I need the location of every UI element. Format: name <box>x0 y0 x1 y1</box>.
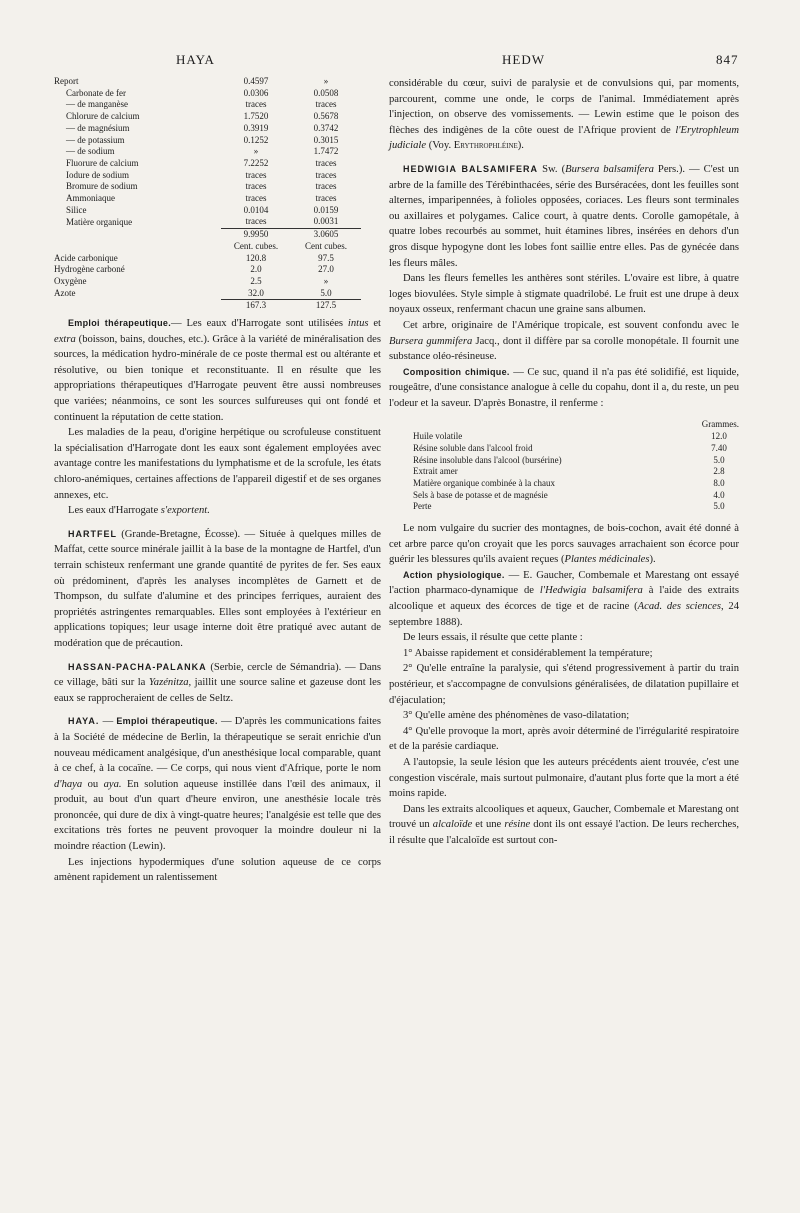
keyword: Action physiologique. <box>403 569 505 580</box>
table-row <box>54 264 361 276</box>
value-source-2: 0.5678 <box>313 111 339 122</box>
composition-table <box>413 419 739 513</box>
table-row <box>413 443 739 455</box>
row-label: Chlorure de calcium <box>66 111 140 122</box>
table-row <box>54 88 361 100</box>
table-row <box>54 276 361 288</box>
running-head-center: HEDW <box>502 52 545 67</box>
hassan-pacha-palanka-entry: HASSAN-PACHA-PALANKA (Serbie, cercle de Sémandria). — Dans ce village, bâti sur la Yazénitza, jaillit une source saline et gazeuse dont les eaux se rapprocheraient de celles de Seltz. <box>54 661 381 704</box>
table-row <box>54 99 361 111</box>
value-source-1: 0.0104 <box>243 204 269 215</box>
hedwigia-entry: HEDWIGIA BALSAMIFERA Sw. (Bursera balsamifera Pers.). — C'est un arbre de la famille des Térébinthacées, série des Burséracées, dont les feuilles sont alternes, imparipennées, à folioles opposées, coriaces. Les fleurs sont terminales ou axillaires et polygames. Calice court, à quatre dents. Corolle gamopétale, à quatre lobes recourbés au sommet, huit étamines libres, insérées en dehors d'un gros disque hypogyne dont les lobes font saillie entre elles. Pas de gynécée dans les fleurs mâles. <box>389 163 739 269</box>
table-row <box>54 253 361 265</box>
table-row <box>54 205 361 217</box>
table-row <box>54 135 361 147</box>
value-source-2: 3.0605 <box>291 229 361 241</box>
value-source-1: traces <box>245 169 267 180</box>
row-value: 12.0 <box>711 431 727 442</box>
table-row <box>413 431 739 443</box>
value-source-2: 127.5 <box>291 300 361 312</box>
entry-headword: HAYA. <box>68 716 100 727</box>
row-label: Iodure de sodium <box>66 169 129 180</box>
emploi-therapeutique-paragraph: Emploi thérapeutique.— Les eaux d'Harrogate sont utilisées intus et extra (boisson, bains, douches, etc.). Grâce à la variété de minéralisation des sources, la médication hydro-minérale de ce poste thermal est ou altérante et résolutive, ou bien tonique et reconstituante. Il en résulte que les appropriations thérapeutiques d'Harrogate peuvent être aussi nombreuses que variées; néanmoins, ce sont les sources sulfureuses qui ont fondé et continuent la réputation de cette station. <box>54 318 382 423</box>
table-row <box>54 241 361 253</box>
table-row <box>413 478 739 490</box>
composition-paragraph: Composition chimique. — Ce suc, quand il n'a pas été solidifié, est liquide, rougeâtre, d'une consistance analogue à celle du copahu, dont il a, du reste, un peu l'odeur et la saveur. D'après Bonastre, il renferme : <box>389 366 739 409</box>
value-source-2: traces <box>315 99 337 110</box>
right-column <box>389 76 739 849</box>
value-source-1: 9.9950 <box>221 229 291 241</box>
value-source-2: traces <box>315 193 337 204</box>
table-row <box>54 181 361 193</box>
keyword: Composition chimique. <box>403 366 510 377</box>
arbre-paragraph: Cet arbre, originaire de l'Amérique tropicale, est souvent confondu avec le Bursera gummifera Jacq., dont il diffère par sa corolle monopétale. Il fournit une substance oléo-résineuse. <box>389 319 739 363</box>
row-label <box>54 241 221 253</box>
value-source-1: traces <box>245 216 267 227</box>
value-source-1: » <box>253 146 259 157</box>
row-label: Matière organique combinée à la chaux <box>413 477 556 488</box>
value-source-1: 2.0 <box>250 264 262 275</box>
table-row <box>54 146 361 158</box>
row-label: Azote <box>54 287 76 298</box>
row-label: Résine insoluble dans l'alcool (bursérine) <box>413 454 562 465</box>
row-label: Acide carbonique <box>54 252 118 263</box>
table-row <box>54 300 361 312</box>
haya-entry: HAYA. — Emploi thérapeutique. — D'après les communications faites à la Société de médecine de Berlin, la thérapeutique se serait enrichie d'un nouveau médicament analgésique, d'un anesthésique local comparable, quant à ce chef, à la cocaïne. — Ce corps, qui nous vient d'Afrique, porte le nom d'haya ou aya. En solution aqueuse instillée dans l'œil des animaux, il produit, au bout d'un quart d'heure environ, une anesthésie locale très prononcée, qui dure de dix à vingt-quatre heures; l'analgésie est telle que des excitations très fortes ne peuvent provoquer la moindre douleur ni la moindre réaction (Lewin). <box>54 716 382 853</box>
row-label: Fluorure de calcium <box>66 157 139 168</box>
injections-paragraph: Les injections hypodermiques d'une solution aqueuse de ce corps amènent rapidement un ralentissement <box>54 856 381 884</box>
row-label: Matière organique <box>66 216 133 227</box>
value-source-1: Cent. cubes. <box>233 240 279 251</box>
value-source-2: 0.0159 <box>313 204 339 215</box>
row-label: Huile volatile <box>413 431 463 442</box>
table-row <box>54 288 361 300</box>
list-item: 2° Qu'elle entraîne la paralysie, qui s'étend progressivement à partir du train postérieur, et s'accompagne de convulsions généralisées, de dilatation pupillaire et d'éjaculation; <box>389 663 739 706</box>
page-number: 847 <box>716 52 739 67</box>
value-source-2: Cent cubes. <box>305 240 347 251</box>
value-source-1: 0.4597 <box>243 76 269 86</box>
row-label: — de manganèse <box>66 99 128 110</box>
row-label: Carbonate de fer <box>66 87 126 98</box>
table-row <box>54 229 361 241</box>
row-value: 2.8 <box>713 466 725 477</box>
value-source-1: 0.3919 <box>243 122 269 133</box>
row-label: Perte <box>413 501 432 512</box>
value-source-1: 2.5 <box>250 275 262 286</box>
value-source-1: traces <box>245 99 267 110</box>
table-row <box>54 216 361 228</box>
value-source-2: traces <box>315 169 337 180</box>
value-source-2: 5.0 <box>320 287 332 298</box>
value-source-1: traces <box>245 181 267 192</box>
table-header-row <box>413 419 739 431</box>
row-label: — de sodium <box>66 146 115 157</box>
autopsie-paragraph: A l'autopsie, la seule lésion que les auteurs précédents aient trouvée, c'est une congestion viscérale, mais surtout pulmonaire, d'autant plus forte que la mort a été moins rapide. <box>389 757 739 800</box>
table-row <box>413 455 739 467</box>
table-row <box>54 158 361 170</box>
value-source-1: 167.3 <box>221 300 291 312</box>
continuation-paragraph: considérable du cœur, suivi de paralysie et de convulsions qui, par moments, parcourent, comme une onde, le corps de l'animal. Immédiatement après l'injection, on observe des vomissements. — Lewin estime que le poison des flèches des indigènes de la côte ouest de l'Afrique provient de l'Erytrophleum judiciale (Voy. Erythrophléine). <box>389 78 739 152</box>
table-row <box>54 111 361 123</box>
value-source-1: 0.1252 <box>243 134 269 145</box>
nom-vulgaire-paragraph: Le nom vulgaire du sucrier des montagnes, de bois-cochon, avait été donné à cet arbre parce qu'on croyait que les porcs sauvages arrachaient son écorce pour guérir les blessures qu'ils avaient reçues (Plantes médicinales). <box>389 523 739 566</box>
row-label: Extrait amer <box>413 466 458 477</box>
row-label: Ammoniaque <box>66 193 115 204</box>
entry-headword: HARTFEL <box>68 528 117 539</box>
list-item: 3° Qu'elle amène des phénomènes de vaso-dilatation; <box>403 710 630 722</box>
row-label: — de potassium <box>66 134 125 145</box>
table-row <box>54 193 361 205</box>
exportent-paragraph: Les eaux d'Harrogate s'exportent. <box>68 505 210 517</box>
row-label: Bromure de sodium <box>66 181 138 192</box>
value-source-1: 32.0 <box>248 287 264 298</box>
row-value: 5.0 <box>713 501 725 512</box>
hartfel-entry: HARTFEL (Grande-Bretagne, Écosse). — Située à quelques milles de Maffat, cette source minérale jaillit à la base de la montagne de Hartfel, d'un terrain schisteux renfermant une grande quantité de pyrites de fer. Ses eaux où prédominent, d'après les analyses incomplètes de Garnett et de Thompson, du sulfate d'alumine et des principes ferriques, auraient des propriétés astringentes remarquables. Elles sont employées à l'extérieur en applications topiques; leur usage interne doit être pratiqué avec autant de modération que de précaution. <box>54 528 381 649</box>
value-source-2: 27.0 <box>318 264 334 275</box>
running-head-left: HAYA <box>176 52 215 67</box>
keyword: Emploi thérapeutique. <box>68 318 172 329</box>
row-label <box>54 300 221 312</box>
value-source-2: traces <box>315 157 337 168</box>
row-value: 5.0 <box>713 454 725 465</box>
left-column <box>54 76 381 886</box>
unit-label: Grammes. <box>701 419 739 430</box>
value-source-1: 120.8 <box>245 252 267 263</box>
row-label: Hydrogène carboné <box>54 264 125 275</box>
row-label: Sels à base de potasse et de magnésie <box>413 489 548 500</box>
row-value: 8.0 <box>713 477 725 488</box>
value-source-2: » <box>323 76 329 86</box>
value-source-2: 97.5 <box>318 252 334 263</box>
row-label: Report <box>54 76 79 86</box>
mineral-analysis-table <box>54 76 361 312</box>
value-source-1: 0.0306 <box>243 87 269 98</box>
value-source-1: 1.7520 <box>243 111 269 122</box>
row-label: Résine soluble dans l'alcool froid <box>413 442 533 453</box>
table-row <box>413 501 739 513</box>
list-item: 4° Qu'elle provoque la mort, après avoir déterminé de l'irrégularité respiratoire et de la parésie cardiaque. <box>389 725 739 753</box>
table-row <box>54 123 361 135</box>
value-source-2: 1.7472 <box>313 146 339 157</box>
essais-paragraph: De leurs essais, il résulte que cette plante : <box>403 632 583 644</box>
row-label: Oxygène <box>54 275 87 286</box>
fleurs-paragraph: Dans les fleurs femelles les anthères sont stériles. L'ovaire est libre, à quatre loges biovulées. Style simple à stigmate quadrilobé. Le fruit est une drupe à deux noyaux osseux, renfermant chacun une graine sans albumen. <box>389 273 739 316</box>
entry-headword: HASSAN-PACHA-PALANKA <box>68 661 207 672</box>
keyword: Emploi thérapeutique. <box>116 716 218 727</box>
value-source-2: » <box>323 275 329 286</box>
extraits-paragraph: Dans les extraits alcooliques et aqueux, Gaucher, Combemale et Marestang ont trouvé un alcaloïde et une résine dont ils ont essayé l'action. De leurs recherches, il résulte que l'alcaloïde est surtout con- <box>389 803 739 846</box>
value-source-2: 0.0508 <box>313 87 339 98</box>
row-label: Silice <box>66 204 87 215</box>
value-source-1: traces <box>245 193 267 204</box>
table-row <box>54 76 361 88</box>
table-row <box>413 466 739 478</box>
value-source-2: 0.3742 <box>313 122 339 133</box>
row-label <box>54 229 221 241</box>
row-value: 7.40 <box>711 442 727 453</box>
value-source-2: traces <box>315 181 337 192</box>
maladies-paragraph: Les maladies de la peau, d'origine herpétique ou scrofuleuse constituent la spécialisation d'Harrogate dont les eaux sont également employées avec avantage contre les manifestations du lymphatisme et de la scrofule, les états chloro-anémiques, certaines affections de l'appareil digestif et de ses organes annexes, etc. <box>54 427 381 501</box>
table-row <box>54 170 361 182</box>
entry-headword: HEDWIGIA BALSAMIFERA <box>403 163 539 174</box>
value-source-1: 7.2252 <box>243 157 269 168</box>
table-row <box>413 490 739 502</box>
list-item: 1° Abaisse rapidement et considérablement la température; <box>403 647 653 659</box>
value-source-2: 0.3015 <box>313 134 339 145</box>
action-paragraph: Action physiologique. — E. Gaucher, Combemale et Marestang ont essayé l'action pharmaco-dynamique de l'Hedwigia balsamifera à l'aide des extraits alcoolique et aqueux des écorces de tige et de racine (Acad. des sciences, 24 septembre 1888). <box>389 569 740 628</box>
row-value: 4.0 <box>713 489 725 500</box>
value-source-2: 0.0031 <box>313 216 339 227</box>
row-label: — de magnésium <box>66 122 130 133</box>
